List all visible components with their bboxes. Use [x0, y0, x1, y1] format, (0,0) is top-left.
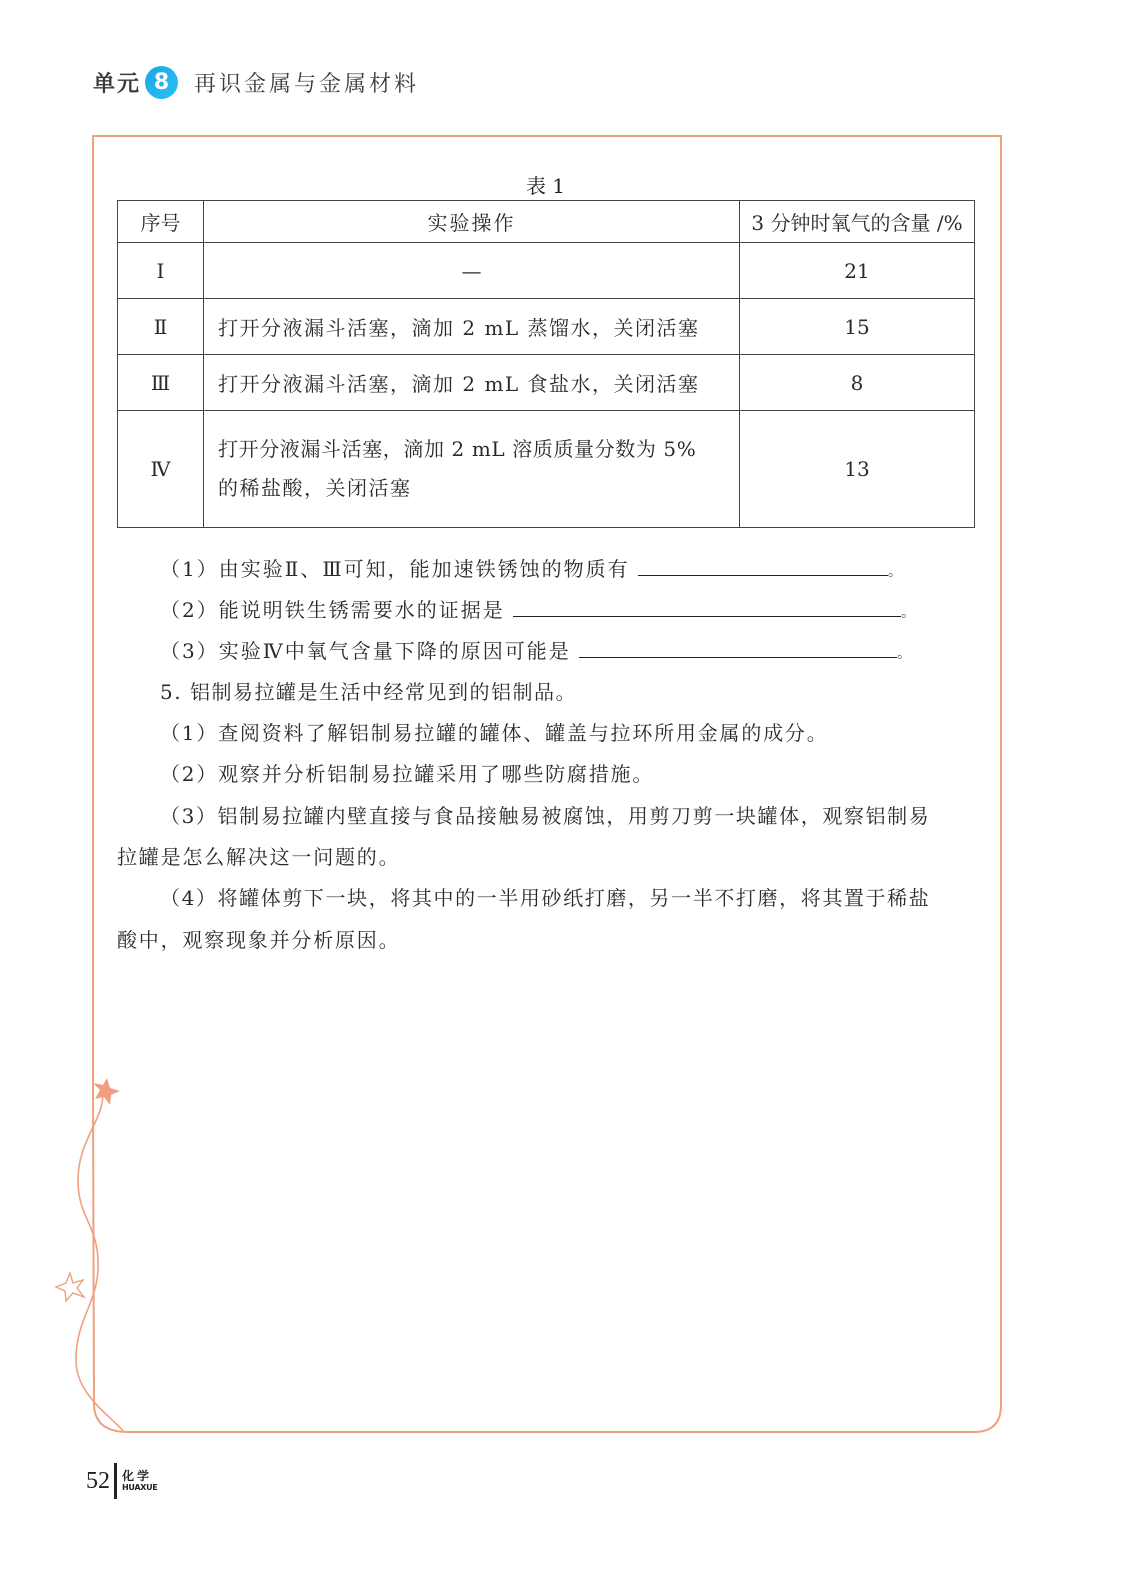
row-oxygen: 21	[740, 243, 975, 299]
table-caption: 表 1	[525, 174, 566, 198]
task-5-item: 拉罐是怎么解决这一问题的。	[117, 845, 401, 869]
question-text: （3）实验Ⅳ中氧气含量下降的原因可能是	[160, 639, 571, 663]
row-oxygen: 13	[740, 411, 975, 528]
column-header-id: 序号	[118, 201, 204, 243]
footer-divider	[114, 1463, 117, 1499]
column-header-operation: 实验操作	[204, 201, 740, 243]
question-text: （2）能说明铁生锈需要水的证据是	[160, 598, 505, 622]
table-row	[118, 411, 975, 528]
question-3	[160, 631, 940, 675]
row-oxygen: 15	[740, 299, 975, 355]
row-id: Ⅳ	[118, 411, 204, 528]
row-operation-line: 打开分液漏斗活塞，滴加 2 mL 溶质质量分数为 5%	[218, 437, 697, 461]
subject-cn: 化学	[122, 1468, 153, 1483]
question-2	[160, 590, 940, 634]
unit-title: 再识金属与金属材料	[194, 71, 420, 97]
task-5-item: 酸中，观察现象并分析原因。	[117, 928, 401, 952]
period: 。	[901, 605, 918, 621]
task-5-item: （4）将罐体剪下一块，将其中的一半用砂纸打磨，另一半不打磨，将其置于稀盐	[160, 886, 931, 910]
unit-number-badge: 8	[145, 66, 178, 99]
row-id: Ⅱ	[118, 299, 204, 355]
table-row	[118, 299, 975, 355]
outline-star-icon	[56, 1273, 84, 1301]
row-operation	[204, 411, 740, 528]
table-header-row	[118, 201, 975, 243]
answer-blank[interactable]	[513, 594, 901, 617]
row-operation: 打开分液漏斗活塞，滴加 2 mL 蒸馏水，关闭活塞	[204, 299, 740, 355]
question-text: （1）由实验Ⅱ、Ⅲ可知，能加速铁锈蚀的物质有	[160, 557, 630, 581]
row-id: Ⅲ	[118, 355, 204, 411]
period: 。	[887, 564, 904, 580]
subject-en: HUAXUE	[122, 1482, 158, 1492]
row-oxygen: 8	[740, 355, 975, 411]
column-header-oxygen: 3 分钟时氧气的含量 /%	[740, 201, 975, 243]
row-id: Ⅰ	[118, 243, 204, 299]
table-row	[118, 355, 975, 411]
filled-star-icon	[93, 1078, 120, 1105]
answer-blank[interactable]	[579, 635, 897, 658]
page-number: 52	[86, 1467, 110, 1494]
period: 。	[897, 646, 914, 662]
answer-blank[interactable]	[638, 553, 888, 576]
experiment-table	[117, 200, 975, 528]
table-row	[118, 243, 975, 299]
row-operation-line: 的稀盐酸，关闭活塞	[218, 476, 412, 500]
wavy-decoration	[76, 1092, 124, 1432]
task-5-title: 5. 铝制易拉罐是生活中经常见到的铝制品。	[160, 680, 577, 704]
subject-logo	[122, 1470, 157, 1493]
row-operation: 打开分液漏斗活塞，滴加 2 mL 食盐水，关闭活塞	[204, 355, 740, 411]
question-1	[160, 549, 940, 593]
task-5-item: （1）查阅资料了解铝制易拉罐的罐体、罐盖与拉环所用金属的成分。	[160, 721, 829, 745]
row-operation: —	[204, 243, 740, 299]
task-5-item: （3）铝制易拉罐内壁直接与食品接触易被腐蚀，用剪刀剪一块罐体，观察铝制易	[160, 804, 931, 828]
page-footer	[86, 1463, 157, 1499]
unit-label: 单元	[93, 71, 142, 97]
unit-header	[93, 64, 419, 100]
task-5-item: （2）观察并分析铝制易拉罐采用了哪些防腐措施。	[160, 762, 655, 786]
